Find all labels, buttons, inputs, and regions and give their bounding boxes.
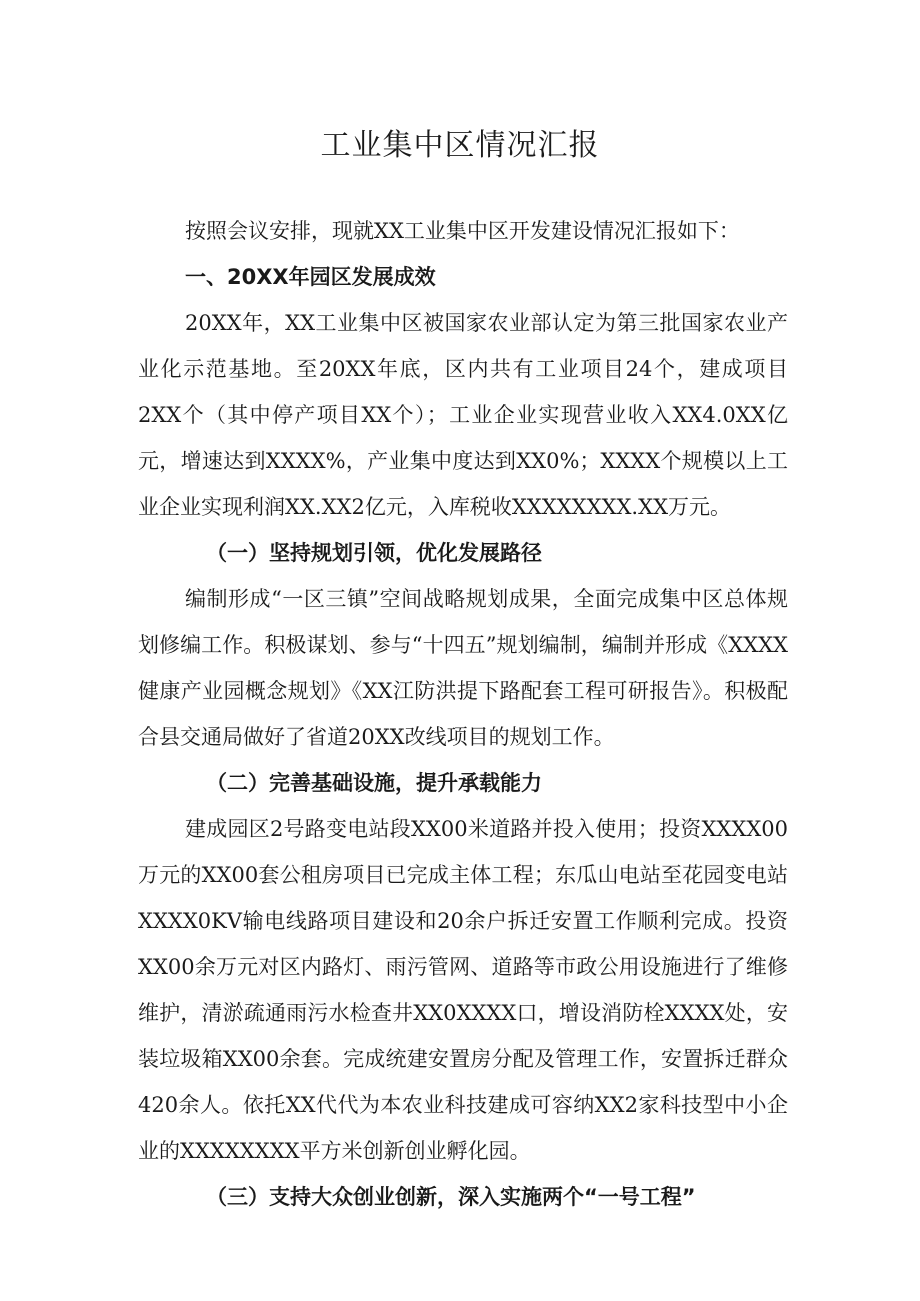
body-paragraph: 编制形成“一区三镇”空间战略规划成果，全面完成集中区总体规划修编工作。积极谋划、参与“十四五”规划编制，编制并形成《XXXX健康产业园概念规划》《XX江防洪提下路配套工程可研报告》。积极配合县交通局做好了省道20XX改线项目的规划工作。: [138, 587, 788, 749]
body-paragraph: 建成园区2号路变电站段XX00米道路并投入使用；投资XXXX00万元的XX00套公租房项目已完成主体工程；东瓜山电站至花园变电站XXXX0KV输电线路项目建设和20余户拆迁安置工作顺利完成。投资XX00余万元对区内路灯、雨污管网、道路等市政公用设施进行了维修维护，清淤疏通雨污水检查井XX0XXXX口，增设消防栓XXXX处，安装垃圾箱XX00余套。完成统建安置房分配及管理工作，安置拆迁群众420余人。依托XX代代为本农业科技建成可容纳XX2家科技型中小企业的XXXXXXXX平方米创新创业孵化园。: [138, 817, 788, 1163]
intro-paragraph: 按照会议安排，现就XX工业集中区开发建设情况汇报如下：: [185, 219, 740, 243]
document-title: 工业集中区情况汇报: [320, 128, 600, 163]
body-paragraph: 20XX年，XX工业集中区被国家农业部认定为第三批国家农业产业化示范基地。至20XX年底，区内共有工业项目24个，建成项目2XX个（其中停产项目XX个）；工业企业实现营业收入XX4.0XX亿元，增速达到XXXX%，产业集中度达到XX0%；XXXX个规模以上工业企业实现利润XX.XX2亿元，入库税收XXXXXXXX.XX万元。: [138, 311, 788, 519]
document-body: [138, 208, 788, 1220]
section-heading-1: 一、20XX年园区发展成效: [185, 265, 436, 289]
subsection-heading-1: （一）坚持规划引领，优化发展路径: [206, 541, 542, 565]
subsection-heading-2: （二）完善基础设施，提升承载能力: [206, 771, 542, 795]
subsection-heading-3: （三）支持大众创业创新，深入实施两个“一号工程”: [206, 1185, 696, 1209]
